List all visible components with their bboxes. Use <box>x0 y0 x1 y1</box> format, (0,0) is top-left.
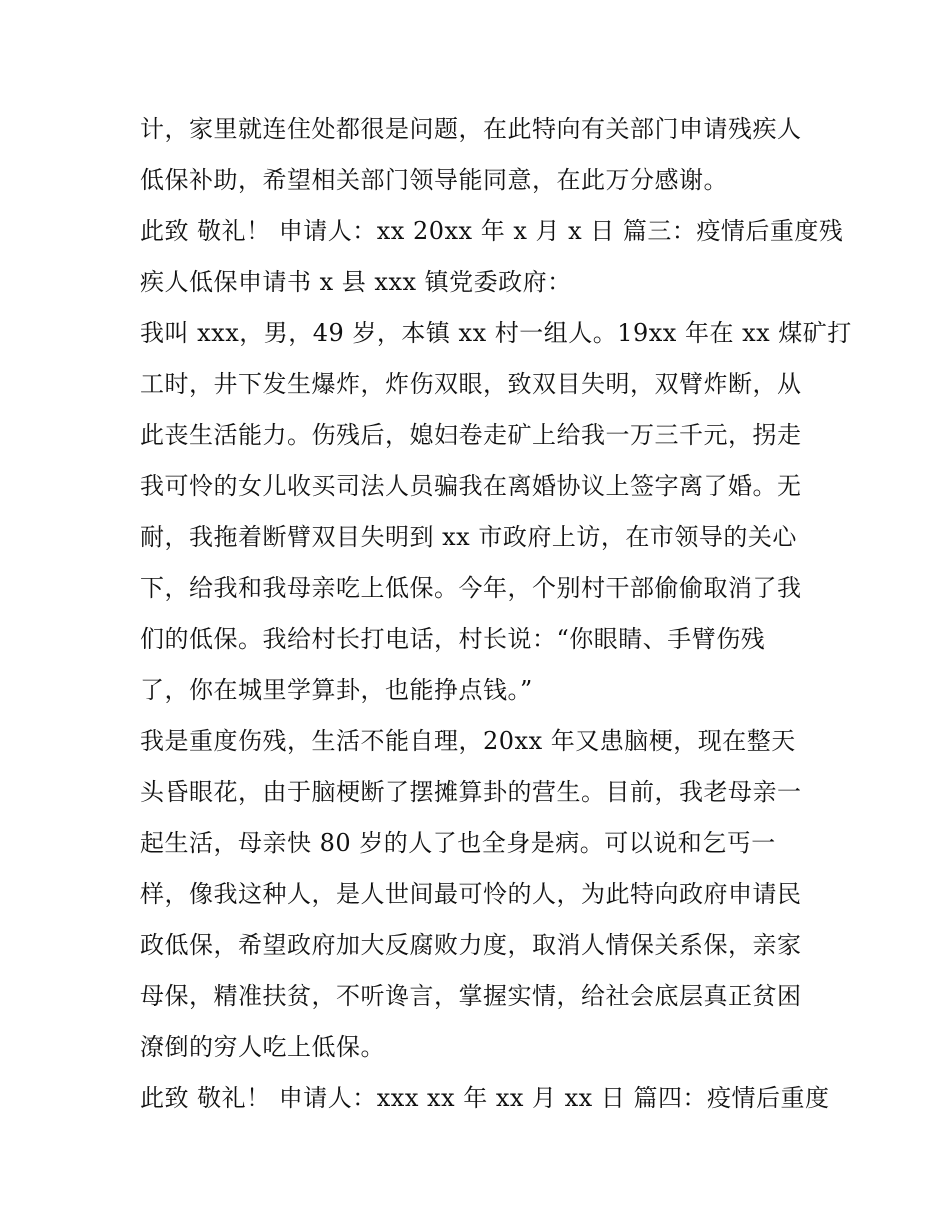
text-line: 们的低保。我给村长打电话，村长说：“你眼睛、手臂伤残 <box>140 625 766 653</box>
text-line: 政低保，希望政府加大反腐败力度，取消人情保关系保，亲家 <box>140 931 802 959</box>
text-line: 潦倒的穷人吃上低保。 <box>140 1033 385 1061</box>
text-line: 我是重度伤残，生活不能自理，20xx 年又患脑梗，现在整天 <box>140 727 796 755</box>
text-line: 疾人低保申请书 x 县 xxx 镇党委政府： <box>140 268 572 296</box>
text-line: 计，家里就连住处都很是问题，在此特向有关部门申请残疾人 <box>140 115 802 143</box>
text-line: 下，给我和我母亲吃上低保。今年，个别村干部偷偷取消了我 <box>140 574 802 602</box>
text-line: 耐，我拖着断臂双目失明到 xx 市政府上访，在市领导的关心 <box>140 523 797 551</box>
text-line: 我可怜的女儿收买司法人员骗我在离婚协议上签字离了婚。无 <box>140 472 802 500</box>
text-line: 低保补助，希望相关部门领导能同意，在此万分感谢。 <box>140 166 728 194</box>
text-line: 样，像我这种人，是人世间最可怜的人，为此特向政府申请民 <box>140 880 802 908</box>
text-line: 我叫 xxx，男，49 岁，本镇 xx 村一组人。19xx 年在 xx 煤矿打 <box>140 319 852 347</box>
text-line: 母保，精准扶贫，不听谗言，掌握实情，给社会底层真正贫困 <box>140 982 802 1010</box>
text-line: 头昏眼花，由于脑梗断了摆摊算卦的营生。目前，我老母亲一 <box>140 778 802 806</box>
text-line: 了，你在城里学算卦，也能挣点钱。” <box>140 676 533 704</box>
text-line: 此致 敬礼！ 申请人：xx 20xx 年 x 月 x 日 篇三：疫情后重度残 <box>140 217 844 245</box>
text-line: 此致 敬礼！ 申请人：xxx xx 年 xx 月 xx 日 篇四：疫情后重度 <box>140 1084 830 1112</box>
text-line: 起生活，母亲快 80 岁的人了也全身是病。可以说和乞丐一 <box>140 829 776 857</box>
text-line: 工时，井下发生爆炸，炸伤双眼，致双目失明，双臂炸断，从 <box>140 370 802 398</box>
text-line: 此丧生活能力。伤残后，媳妇卷走矿上给我一万三千元，拐走 <box>140 421 802 449</box>
